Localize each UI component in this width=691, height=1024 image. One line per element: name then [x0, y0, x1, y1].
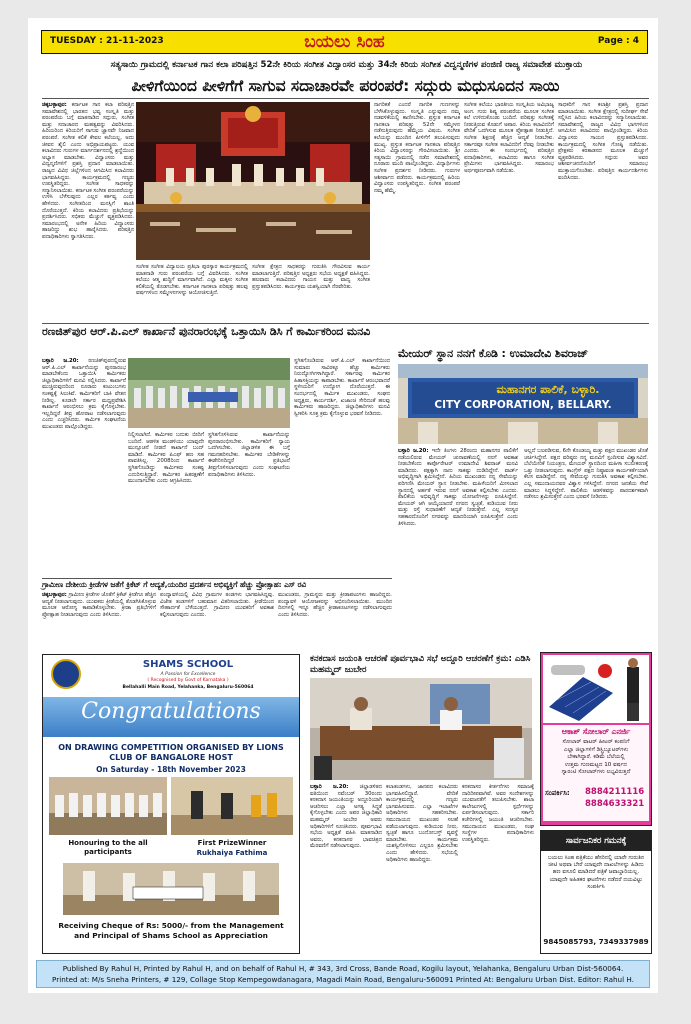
page-number: Page : 4: [597, 36, 639, 46]
cheque-caption: Receiving Cheque of Rs: 5000/- from the Management and Principal of Shams School as Appreciation: [58, 921, 284, 940]
lead-column-5: ಸಂಗೀತ ಕಲೆಯು ಭಾರತೀಯ ಸಂಸ್ಕೃತಿಯ ಅವಿಭಾಜ್ಯ ಅಂಗ. ಗುರು ಶಿಷ್ಯ ಪರಂಪರೆಯ ಮೂಲಕ ಸಂಗೀತ ಕಲೆ ಉಳಿದುಕೊಂಡು ಬಂದಿದೆ. ಪರಿಷತ್ತು ಸಂಗೀತಕ್ಕೆ ನೀಡುತ್ತಿರುವ ಕೊಡುಗೆ ಅಪಾರ. ಕಿರಿಯ ಕಲಾವಿದರಿಗೆ ವೇದಿಕೆ ಒದಗಿಸುವ ಮೂಲಕ ಪ್ರೋತ್ಸಾಹ ನೀಡುತ್ತಿದೆ. ಸಂಗೀತ ಶಿಕ್ಷಣಕ್ಕೆ ಹೆಚ್ಚಿನ ಆದ್ಯತೆ ನೀಡಬೇಕು. ಸರ್ಕಾರವೂ ಸಂಗೀತ ಕಲಾವಿದರಿಗೆ ನೆರವು ನೀಡಬೇಕು ಎಂದರು. ಈ ಸಂದರ್ಭದಲ್ಲಿ ಪರಿಷತ್ತಿನ ಪದಾಧಿಕಾರಿಗಳು, ಕಲಾವಿದರು ಹಾಗೂ ಸಂಗೀತ ಪ್ರೇಮಿಗಳು ಭಾಗವಹಿಸಿದ್ದರು. ಸಮಾರಂಭ ಅರ್ಥಪೂರ್ಣವಾಗಿ ನಡೆಯಿತು.: [464, 102, 554, 174]
competition-title: ON DRAWING COMPETITION ORGANISED BY LIONS CLUB OF BANGALORE HOST: [58, 743, 284, 762]
solar-line-3: ಬೇಕಾಗಿದ್ದಾರೆ. ಕಡಿಮೆ ಬೆಲೆಯಲ್ಲಿ: [567, 754, 625, 761]
newspaper-title: ಬಯಲು ಸಿಂಹ: [304, 32, 385, 52]
school-name: SHAMS SCHOOL: [142, 659, 234, 670]
participants-photo: [49, 777, 167, 835]
lead-column-4: ನಾಗರಿಕತೆ ಎಂದರೆ ನಾಗರಿಕ ಗುಣಗಳನ್ನು ಬೆಳೆಸಿಕೊಳ್ಳುವುದು. ಸಂಸ್ಕೃತಿ ಎನ್ನುವುದು ನಮ್ಮ ನಡವಳಿಕೆಯಲ್ಲಿ ಕಾಣಿಸಬೇಕು. ಪ್ರಸ್ತುತ ಕರ್ನಾಟಕ ಗಾನಕಲಾ ಪರಿಷತ್ತು 52ನೇ ಸಮ್ಮೇಳನ ನಡೆಸುತ್ತಿರುವುದು ಹೆಮ್ಮೆಯ ವಿಷಯ. ಸಂಗೀತ ಕಲೆಯನ್ನು ಮುಂದಿನ ಪೀಳಿಗೆಗೆ ತಲುಪಿಸುವುದು ಮುಖ್ಯ. ಪ್ರಸ್ತುತ ಕರ್ನಾಟಕ ಗಾನಕಲಾ ಪರಿಷತ್ತಿನ ಕಿರಿಯ ವಿದ್ವಾಂಸರನ್ನು ಗೌರವಿಸಲಾಯಿತು. ಶ್ರೀ ಸತ್ಯಸಾಯಿ ಗ್ರಾಮದಲ್ಲಿ ನಡೆದ ಸಮಾವೇಶದಲ್ಲಿ ನೂರಾರು ಮಂದಿ ಪಾಲ್ಗೊಂಡಿದ್ದರು. ವಿದ್ಯಾರ್ಥಿಗಳು ಸಂಗೀತ ಪ್ರದರ್ಶನ ನೀಡಿದರು. ಗುರುಗಳ ಆಶೀರ್ವಾದ ಪಡೆದರು. ಕಾರ್ಯಕ್ರಮದಲ್ಲಿ ಹಿರಿಯ ವಿದ್ವಾಂಸರು ಉಪಸ್ಥಿತರಿದ್ದರು. ಸಂಗೀತ ಪರಂಪರೆ ನಮ್ಮ ಹೆಮ್ಮೆ.: [374, 102, 460, 194]
solar-line-4: ಉತ್ತಮ ಗುಣಮಟ್ಟದ 10 ವರ್ಷದ: [564, 761, 628, 768]
story3-dateline: ಬಳ್ಳಾರಿ ಜ.20:: [398, 448, 429, 454]
story2-column-1: ಬಳ್ಳಾರಿ ಜ.20: ರಣಜಿತ್‌ಪುರದಲ್ಲಿರುವ ಆರ್.ಪಿ.ಎಲ್ ಕಾರ್ಖಾನೆಯನ್ನು ಪುನರಾರಂಭ ಮಾಡಬೇಕೆಂದು ಒತ್ತಾಯಿಸಿ ಕಾರ್ಮಿಕರು ಜಿಲ್ಲಾಧಿಕಾರಿಗಳಿಗೆ ಮನವಿ ಸಲ್ಲಿಸಿದರು. ಕಾರ್ಖಾನೆ ಮುಚ್ಚಿರುವುದರಿಂದ ನೂರಾರು ಕುಟುಂಬಗಳು ಸಂಕಷ್ಟಕ್ಕೆ ಸಿಲುಕಿವೆ. ಕಾರ್ಮಿಕರಿಗೆ ಬಾಕಿ ವೇತನ ನೀಡಿಲ್ಲ. ಕೂಡಲೇ ಸರ್ಕಾರ ಮಧ್ಯಪ್ರವೇಶಿಸಿ ಕಾರ್ಖಾನೆ ಆರಂಭಿಸಲು ಕ್ರಮ ಕೈಗೊಳ್ಳಬೇಕು. ಇಲ್ಲದಿದ್ದರೆ ತೀವ್ರ ಹೋರಾಟ ನಡೆಸಲಾಗುವುದು ಎಂದು ಎಚ್ಚರಿಸಿದರು. ಕಾರ್ಮಿಕ ಸಂಘಟನೆಯ ಮುಖಂಡರು ಪಾಲ್ಗೊಂಡಿದ್ದರು.: [42, 358, 126, 430]
issue-date: TUESDAY : 21-11-2023: [50, 36, 164, 46]
story5-headline: ಕನಕದಾಸ ಜಯಂತಿ ಆಚರಣೆ ಪೂರ್ವಭಾವಿ ಸಭೆ ಅದ್ದೂರಿ ಆಚರಣೆಗೆ ಕ್ರಮ: ಎಡಿಸಿ ಮಹಮ್ಮದ್ ಜುಬೇರ: [310, 654, 531, 675]
solar-line-2: ಎಲ್ಲಾ ಜಿಲ್ಲಾಗಳಿಗೆ ಡಿಸ್ಟ್ರಿಬ್ಯೂಟರ್‌ಗಳು: [563, 746, 629, 753]
solar-contact-label: ಸಂಪರ್ಕಿಸಿ:: [545, 789, 570, 797]
competition-date: On Saturday - 18th November 2023: [96, 765, 246, 774]
story3-headline: ಮೇಯರ್ ಸ್ಥಾನ ನನಗೆ ಕೊಡಿ : ಉಮಾದೇವಿ ಶಿವರಾಜ್: [398, 347, 589, 360]
lead-column-1: ಚಿಕ್ಕಬಳ್ಳಾಪುರ: ಕರ್ನಾಟಕ ಗಾನ ಕಲಾ ಪರಿಷತ್ತಿನ ಸಮಾವೇಶದಲ್ಲಿ ಭಾರತದ ಭವ್ಯ ಸಂಸ್ಕೃತಿ ಮತ್ತು ಪರಂಪರೆಯ ಬಗ್ಗೆ ಮಾತನಾಡಿದ ಸದ್ಗುರು, ಸಂಗೀತ ಮತ್ತು ಸದಾಚಾರದ ಮಹತ್ವವನ್ನು ವಿವರಿಸಿದರು. ಹಿರಿಯರಿಂದ ಕಿರಿಯರಿಗೆ ಸಾಗುವ ಜ್ಞಾನವೇ ನಿಜವಾದ ಪರಂಪರೆ. ಸಂಗೀತ ಕಲಿಕೆ ಕೇವಲ ಕಲೆಯಲ್ಲ, ಅದು ಜೀವನ ಶೈಲಿ ಎಂದು ಅಭಿಪ್ರಾಯಪಟ್ಟರು. ಯುವ ಕಲಾವಿದರು ಗುರುಗಳ ಮಾರ್ಗದರ್ಶನದಲ್ಲಿ ಶ್ರದ್ಧೆಯಿಂದ ಅಭ್ಯಾಸ ಮಾಡಬೇಕು. ವಿದ್ವಾಂಸರು ಮತ್ತು ವಿದ್ವನ್ಮಣಿಗಳಿಗೆ ಪ್ರಶಸ್ತಿ ಪ್ರದಾನ ಮಾಡಲಾಯಿತು. ರಾಜ್ಯದ ವಿವಿಧ ಜಿಲ್ಲೆಗಳಿಂದ ಆಗಮಿಸಿದ ಕಲಾವಿದರು ಭಾಗವಹಿಸಿದ್ದರು. ಕಾರ್ಯಕ್ರಮದಲ್ಲಿ ಗಣ್ಯರು ಉಪಸ್ಥಿತರಿದ್ದರು. ಸಂಗೀತ ಸಾಧಕರನ್ನು ಸನ್ಮಾನಿಸಲಾಯಿತು. ಕರ್ನಾಟಕ ಸಂಗೀತ ಪರಂಪರೆಯನ್ನು ಉಳಿಸಿ ಬೆಳೆಸುವುದು ಎಲ್ಲರ ಕರ್ತವ್ಯ ಎಂದು ಹೇಳಿದರು. ಸಂಗೀತದಿಂದ ಮನಸ್ಸಿಗೆ ಶಾಂತಿ ದೊರೆಯುತ್ತದೆ. ಕಿರಿಯ ಕಲಾವಿದರು ಪ್ರತಿಭೆಯನ್ನು ಪ್ರದರ್ಶಿಸಿದರು. ಸಭಿಕರು ಮೆಚ್ಚುಗೆ ವ್ಯಕ್ತಪಡಿಸಿದರು. ಸಮಾರಂಭದಲ್ಲಿ ಅನೇಕ ಹಿರಿಯ ವಿದ್ವಾಂಸರು ಹಾಜರಿದ್ದು ಶುಭ ಹಾರೈಸಿದರು. ಪರಿಷತ್ತಿನ ಪದಾಧಿಕಾರಿಗಳು ಸ್ವಾಗತಿಸಿದರು.: [42, 102, 134, 240]
story5-column-3: ಕನಕದಾಸರ ಕೀರ್ತನೆಗಳು ಸಮಾಜಕ್ಕೆ ದಾರಿದೀಪವಾಗಿವೆ. ಅವರ ಸಂದೇಶಗಳನ್ನು ಯುವಜನತೆಗೆ ತಲುಪಿಸಬೇಕು. ಶಾಲಾ ಕಾಲೇಜುಗಳಲ್ಲಿ ಸ್ಪರ್ಧೆಗಳನ್ನು ಏರ್ಪಡಿಸಲಾಗುವುದು. ಸರ್ಕಾರಿ ಕಚೇರಿಗಳಲ್ಲಿ ಜಯಂತಿ ಆಚರಿಸಬೇಕು. ಸಮುದಾಯದ ಮುಖಂಡರು, ಸಂಘ ಸಂಸ್ಥೆಗಳ ಪದಾಧಿಕಾರಿಗಳು ಉಪಸ್ಥಿತರಿದ್ದರು.: [462, 784, 534, 843]
imprint-footer: [36, 960, 650, 988]
congratulations-banner: Congratulations: [81, 699, 261, 724]
masthead: [41, 30, 648, 54]
city-sign-english: CITY CORPORATION, BELLARY.: [434, 399, 612, 411]
story3-column-1: ಬಳ್ಳಾರಿ ಜ.20: ಇದೇ ತಿಂಗಳು 28ರಂದು ಮಹಾನಗರ ಪಾಲಿಕೆಗೆ ನಡೆಯಲಿರುವ ಮೇಯರ್ ಚುನಾವಣೆಯಲ್ಲಿ ನನಗೆ ಅವಕಾಶ ನೀಡಬೇಕೆಂದು ಕಾರ್ಪೊರೇಟರ್ ಉಮಾದೇವಿ ಶಿವರಾಜ್ ಮನವಿ ಮಾಡಿದರು. ಪಕ್ಷಕ್ಕಾಗಿ ನಾನು ಸಾಕಷ್ಟು ದುಡಿದಿದ್ದೇನೆ. ವಾರ್ಡ್ ಅಭಿವೃದ್ಧಿಗಾಗಿ ಶ್ರಮಿಸಿದ್ದೇನೆ. ಹಿರಿಯ ಮುಖಂಡರು ನನ್ನ ಸೇವೆಯನ್ನು ಪರಿಗಣಿಸಿ ಮೇಯರ್ ಸ್ಥಾನ ನೀಡಬೇಕು. ಮಹಿಳೆಯರಿಗೆ ಮೀಸಲಾದ ಸ್ಥಾನದಲ್ಲಿ ಅರ್ಹತೆ ಇರುವ ನನಗೆ ಅವಕಾಶ ಕಲ್ಪಿಸಬೇಕು ಎಂದರು. ಪಾಲಿಕೆಯ ಅಭಿವೃದ್ಧಿಗೆ ಸಾಕಷ್ಟು ಯೋಜನೆಗಳನ್ನು ರೂಪಿಸಿದ್ದೇನೆ. ಮೇಯರ್ ಆಗಿ ಆಯ್ಕೆಯಾದರೆ ನಗರದ ಸ್ವಚ್ಛತೆ, ಕುಡಿಯುವ ನೀರು ಮತ್ತು ರಸ್ತೆ ಸುಧಾರಣೆಗೆ ಆದ್ಯತೆ ನೀಡುತ್ತೇನೆ. ಎಲ್ಲ ಸದಸ್ಯರ ಸಹಕಾರದೊಂದಿಗೆ ನಗರವನ್ನು ಮಾದರಿಯಾಗಿ ರೂಪಿಸುತ್ತೇನೆ ಎಂದು ತಿಳಿಸಿದರು.: [398, 448, 518, 527]
lead-column-2: ಸಂಗೀತ ಸಂಗೀತ ವಿದ್ಯಾಲಯ ಪ್ರತಿಭಾ ಪುರಸ್ಕಾರ ಕಾರ್ಯಕ್ರಮದಲ್ಲಿ ಮಾತನಾಡಿ ಗುರು ಪರಂಪರೆಯ ಬಗ್ಗೆ ವಿವರಿಸಿದರು. ಸಂಗೀತ ಕಲೆಯು ಆತ್ಮ ಶುದ್ಧಿಗೆ ಮಾರ್ಗವಾಗಿದೆ. ಎಲ್ಲಾ ಮಕ್ಕಳು ಸಂಗೀತ ಕಲಿಕೆಯಲ್ಲಿ ತೊಡಗಬೇಕು. ಕರ್ನಾಟಕ ಗಾನಕಲಾ ಪರಿಷತ್ತು ಹಲವು ವರ್ಷಗಳಿಂದ ಸಮ್ಮೇಳನಗಳನ್ನು ಆಯೋಜಿಸುತ್ತಿದೆ.: [136, 264, 248, 297]
story2-column-3: ಸ್ಥಗಿತಗೊಳಿಸಿರುವ ಕಾರ್ಖಾನೆಯನ್ನು ಪುನರಾರಂಭಿಸಬೇಕು. ಕಾರ್ಮಿಕರಿಗೆ ನ್ಯಾಯ ಒದಗಿಸಬೇಕು. ಜಿಲ್ಲಾಡಳಿತ ಈ ಬಗ್ಗೆ ಗಮನಹರಿಸಬೇಕು. ಕಾರ್ಮಿಕರ ಬೇಡಿಕೆಗಳನ್ನು ಈಡೇರಿಸದಿದ್ದರೆ ಪ್ರತಿಭಟನೆ ತೀವ್ರಗೊಳಿಸಲಾಗುವುದು ಎಂದು ಸಂಘಟನೆಯ ಪದಾಧಿಕಾರಿಗಳು ತಿಳಿಸಿದರು.: [208, 432, 290, 478]
story4-column-1: ಚಿಕ್ಕಬಳ್ಳಾಪುರ: ಗ್ರಾಮೀಣ ಕ್ರೀಡೆಗಳ ಜೊತೆಗೆ ಕ್ರಿಕೆಟ್ ಕ್ರೀಡೆಗೂ ಹೆಚ್ಚಿನ ಆದ್ಯತೆ ನೀಡಲಾಗುವುದು. ಯುವಕರು ಕ್ರೀಡೆಯಲ್ಲಿ ತೊಡಗಿಸಿಕೊಳ್ಳುವ ಮೂಲಕ ಆರೋಗ್ಯ ಕಾಪಾಡಿಕೊಳ್ಳಬೇಕು. ಕ್ರೀಡಾ ಪ್ರತಿಭೆಗಳಿಗೆ ಪ್ರೋತ್ಸಾಹ ನೀಡಲಾಗುವುದು ಎಂದು ತಿಳಿಸಿದರು.: [42, 592, 156, 618]
solar-ad: [540, 652, 652, 826]
story5-dateline: ಬಳ್ಳಾರಿ ಜ.20:: [310, 784, 349, 790]
story5-column-2: ಕಲಾತಂಡಗಳು, ಜಾನಪದ ಕಲಾವಿದರು ಭಾಗವಹಿಸಲಿದ್ದಾರೆ. ವೇದಿಕೆ ಕಾರ್ಯಕ್ರಮದಲ್ಲಿ ಗಣ್ಯರು ಭಾಗವಹಿಸುವರು. ಎಲ್ಲಾ ಇಲಾಖೆಗಳ ಅಧಿಕಾರಿಗಳು ಸಹಕರಿಸಬೇಕು. ಸಮುದಾಯದ ಮುಖಂಡರ ಸಲಹೆ ಪಡೆಯಲಾಗುವುದು. ಕುಡಿಯುವ ನೀರು, ಸ್ವಚ್ಛತೆ ಹಾಗೂ ಬಂದೋಬಸ್ತ್ ವ್ಯವಸ್ಥೆ ಮಾಡಬೇಕು. ಕಾರ್ಯಕ್ರಮ ಯಶಸ್ವಿಗೊಳಿಸಲು ಎಲ್ಲರೂ ಶ್ರಮಿಸಬೇಕು ಎಂದು ಹೇಳಿದರು. ಸಭೆಯಲ್ಲಿ ಅಧಿಕಾರಿಗಳು ಹಾಜರಿದ್ದರು.: [386, 784, 458, 863]
public-notice-ad: [540, 830, 652, 954]
school-tagline: A Passion for Excellence: [160, 672, 216, 677]
solar-line-1: ಸೋಲಾರ್ ವಾಟರ್ ಹೀಟರ್ ಕಂಪನಿಗೆ: [562, 739, 630, 745]
imprint-line-1: Published By Rahul H, Printed by Rahul H, and on behalf of Rahul H, # 343, 3rd Cross, Bande Road, Kogilu layout, Yelahanka, Bengaluru Urban Dist-560064.: [62, 964, 624, 973]
workers-protest-photo: [128, 358, 290, 428]
city-sign-kannada: ಮಹಾನಗರ ಪಾಲಿಕೆ, ಬಳ್ಳಾರಿ.: [496, 383, 600, 396]
notice-title: ಸಾರ್ವಜನಿಕರ ಗಮನಕ್ಕೆ: [565, 835, 627, 845]
solar-phone-1: 8884211116: [585, 787, 645, 797]
school-recognition: ( Recognised by Govt of Karnataka ): [147, 678, 229, 683]
story2-column-4: ಸ್ಥಗಿತಗೊಂಡಿರುವ ಆರ್.ಪಿ.ಎಲ್ ಕಾರ್ಖಾನೆಯಿಂದ ಸುಮಾರು ಸಾವಿರಕ್ಕೂ ಹೆಚ್ಚು ಕಾರ್ಮಿಕರು ನಿರುದ್ಯೋಗಿಗಳಾಗಿದ್ದಾರೆ. ಸರ್ಕಾರವು ಕಾರ್ಮಿಕರ ಹಿತಾಸಕ್ತಿಯನ್ನು ಕಾಪಾಡಬೇಕು. ಕಾರ್ಖಾನೆ ಆರಂಭವಾದರೆ ಸ್ಥಳೀಯರಿಗೆ ಉದ್ಯೋಗ ದೊರೆಯುತ್ತದೆ. ಈ ಸಂದರ್ಭದಲ್ಲಿ ಕಾರ್ಮಿಕ ಮುಖಂಡರು, ಸಂಘದ ಅಧ್ಯಕ್ಷರು, ಕಾರ್ಯದರ್ಶಿ, ಖಜಾಂಚಿ ಸೇರಿದಂತೆ ಹಲವು ಕಾರ್ಮಿಕರು ಹಾಜರಿದ್ದರು. ಜಿಲ್ಲಾಧಿಕಾರಿಗಳು ಮನವಿ ಸ್ವೀಕರಿಸಿ ಸೂಕ್ತ ಕ್ರಮ ಕೈಗೊಳ್ಳುವ ಭರವಸೆ ನೀಡಿದರು.: [294, 358, 390, 417]
notice-body: ಬಯಲು ಸಿಂಹ ಪತ್ರಿಕೆಯು ಹೆಸರಿನಲ್ಲಿ ಯಾರೇ ಗುರುತಿನ ಚೀಟಿ ಅಥವಾ ಬೇರೆ ಯಾವುದೇ ದಾಖಲೆಗಳನ್ನು ಹಿಡಿದು ಹಣ ವಸೂಲಿ ಮಾಡಿದರೆ ಪತ್ರಿಕೆ ಜವಾಬ್ದಾರಿಯಲ್ಲ. ಯಾವುದೇ ಅಹಿತಕರ ಘಟನೆಗಳು ನಡೆದರೆ ದಯವಿಟ್ಟು ಸಂಪರ್ಕಿಸಿ: [547, 855, 645, 890]
lead-column-3: ಸಂಗೀತ ಕ್ಷೇತ್ರದ ಸಾಧಕರನ್ನು ಗುರುತಿಸಿ ಗೌರವಿಸುವ ಕಾರ್ಯ ಮಾಡಲಾಗುತ್ತಿದೆ. ಪರಿಷತ್ತಿನ ಅಧ್ಯಕ್ಷರು ಸಭೆಯ ಅಧ್ಯಕ್ಷತೆ ವಹಿಸಿದ್ದರು. ಹಲವಾರು ಕಲಾವಿದರು ಗಾಯನ ಮತ್ತು ವಾದ್ಯ ಸಂಗೀತ ಪ್ರಸ್ತುತಪಡಿಸಿದರು. ಕಾರ್ಯಕ್ರಮ ಯಶಸ್ವಿಯಾಗಿ ನೆರವೇರಿತು.: [252, 264, 370, 290]
winner-name: Rukhaiya Fathima: [196, 849, 268, 857]
lead-headline: ಪೀಳಿಗೆಯಿಂದ ಪೀಳಿಗೆಗೆ ಸಾಗುವ ಸದಾಚಾರವೇ ಪರಂಪರೆ: ಸದ್ಗುರು ಮಧುಸೂದನ ಸಾಯಿ: [131, 77, 560, 95]
story4-dateline: ಚಿಕ್ಕಬಳ್ಳಾಪುರ:: [42, 592, 67, 598]
participants-caption: Honouring to the all participants: [68, 839, 148, 856]
lead-dateline: ಚಿಕ್ಕಬಳ್ಳಾಪುರ:: [42, 102, 67, 108]
newspaper-page: [28, 18, 658, 993]
story2-headline: ರಣಜಿತ್‌ಪುರ ಆರ್.ಪಿ.ಎಲ್ ಕಾರ್ಖಾನೆ ಪುನರಾರಂಭಕ್ಕೆ ಒತ್ತಾಯಿಸಿ ಡಿಸಿ ಗೆ ಕಾರ್ಮಿಕರಿಂದ ಮನವಿ: [42, 325, 371, 338]
cheque-photo: [63, 863, 279, 915]
notice-phones: 9845085793, 7349337989: [543, 937, 649, 946]
imprint-line-2: Printed at: M/s Sneha Printers, # 129, Collage Stop Kempegowdanagara, Magadi Main Road, Bengaluru-560091 Printed At: Bengaluru Urban Dist. Editor: Rahul H.: [52, 975, 634, 984]
solar-copy: [543, 739, 649, 777]
story3-column-2: ಅಲ್ಲದೆ ಬಲಪಡಿಸುವ, 6ನೇ ಕೊಂಡಯ್ಯ ಮತ್ತು ಪಕ್ಷದ ಮುಖಂಡರ ಜೊತೆ ಚರ್ಚಿಸಿದ್ದೇನೆ. ಪಕ್ಷದ ವರಿಷ್ಠರು ನನ್ನ ಮನವಿಗೆ ಸ್ಪಂದಿಸುವ ವಿಶ್ವಾಸವಿದೆ. ಬೆಲೆಯೇರಿಕೆ ನಿಯಂತ್ರಣ, ಮೇಯರ್ ಸ್ಥಾನದಿಂದ ಮಹಿಳಾ ಸಬಲೀಕರಣಕ್ಕೆ ಒತ್ತು ನೀಡಲಾಗುವುದು. ಕಾಂಗ್ರೆಸ್ ಪಕ್ಷದ ನಿಷ್ಠಾವಂತ ಕಾರ್ಯಕರ್ತೆಯಾಗಿ ಕೆಲಸ ಮಾಡಿದ್ದೇನೆ. ನನ್ನ ಸೇವೆಯನ್ನು ಗುರುತಿಸಿ ಅವಕಾಶ ಕಲ್ಪಿಸಬೇಕು. ಎಲ್ಲ ಸಮುದಾಯದವರ ವಿಶ್ವಾಸ ಗಳಿಸಿದ್ದೇನೆ. ನಗರದ ಜನತೆಯ ಸೇವೆ ಮಾಡಲು ಸಿದ್ಧಳಿದ್ದೇನೆ. ಪಾಲಿಕೆಯ ಆಡಳಿತವನ್ನು ಪಾರದರ್ಶಕವಾಗಿ ನಡೆಸಲು ಶ್ರಮಿಸುತ್ತೇನೆ ಎಂದು ಭರವಸೆ ನೀಡಿದರು.: [524, 448, 648, 501]
stage-event-photo: [136, 102, 370, 260]
solar-line-5: ಗ್ಯಾರಂಟಿ ಸೋಲಾರ್‌ಗಳು ಲಭ್ಯವಿರುತ್ತದೆ: [561, 769, 631, 776]
solar-phone-2: 8884633321: [585, 799, 645, 809]
lead-kicker: ಸತ್ಯಸಾಯಿ ಗ್ರಾಮದಲ್ಲಿ ಕರ್ನಾಟಕ ಗಾನ ಕಲಾ ಪರಿಷತ್ತಿನ 52ನೇ ಕಿರಿಯ ಸಂಗೀತ ವಿದ್ವಾಂಸರ ಮತ್ತು 34ನೇ ಕಿರಿಯ ಸಂಗೀತ ವಿದ್ವನ್ಮಣಿಗಳ ಪಂಜಿಣಿ ರಾಜ್ಯ ಸಮಾವೇಶ ಮುಕ್ತಾಯ: [110, 60, 583, 70]
story4-headline: ಗ್ರಾಮೀಣ ದೇಶೀಯ ಕ್ರೀಡೆಗಳ ಜತೆಗೆ ಕ್ರಿಕೆಟ್ ಗೆ ಆದ್ಯತೆ,ಯಂದಿರ ಪ್ರದರ್ಶನ ಅಭಿವ್ಯಕ್ತಿಗೆ ಹೆಚ್ಚು ಪ್ರೋತ್ಸಾಹ: ಎಸ್ ರವಿ: [42, 580, 307, 589]
solar-brand: ಆಕಾಶ್ ಸೋಲಾರ್ ಎನರ್ಜಿ: [561, 727, 631, 736]
shams-school-ad: [42, 654, 300, 954]
story4-column-2: ಪಂದ್ಯಾವಳಿಯಲ್ಲಿ ವಿವಿಧ ಗ್ರಾಮಗಳ ತಂಡಗಳು ಭಾಗವಹಿಸಿದ್ದವು. ವಿಜೇತ ತಂಡಗಳಿಗೆ ಬಹುಮಾನ ವಿತರಿಸಲಾಯಿತು. ಕ್ರೀಡೆಯಿಂದ ಸೌಹಾರ್ದತೆ ಬೆಳೆಯುತ್ತದೆ. ಗ್ರಾಮೀಣ ಯುವಕರಿಗೆ ಅವಕಾಶ ಕಲ್ಪಿಸಲಾಗುವುದು ಎಂದರು.: [160, 592, 274, 618]
story2-dateline: ಬಳ್ಳಾರಿ ಜ.20:: [42, 358, 79, 364]
solar-panel-image: [543, 655, 649, 723]
city-corporation-photo: [398, 364, 648, 444]
lead-column-6: ಸಾಧಕರಿಗೆ ಗಾನ ಕಲಾಶ್ರೀ ಪ್ರಶಸ್ತಿ ಪ್ರದಾನ ಮಾಡಲಾಯಿತು. ಸಂಗೀತ ಕ್ಷೇತ್ರದಲ್ಲಿ ಸುದೀರ್ಘ ಸೇವೆ ಸಲ್ಲಿಸಿದ ಹಿರಿಯ ಕಲಾವಿದರನ್ನು ಸನ್ಮಾನಿಸಲಾಯಿತು. ಸಮಾವೇಶದಲ್ಲಿ ರಾಜ್ಯದ ವಿವಿಧ ಭಾಗಗಳಿಂದ ಆಗಮಿಸಿದ ಕಲಾವಿದರು ಪಾಲ್ಗೊಂಡಿದ್ದರು. ಕಿರಿಯ ವಿದ್ವಾಂಸರು ಗಾಯನ ಪ್ರಸ್ತುತಪಡಿಸಿದರು. ಕಾರ್ಯಕ್ರಮದಲ್ಲಿ ಸಂಗೀತ ಗೋಷ್ಠಿ ನಡೆಯಿತು. ಪ್ರೇಕ್ಷಕರು ಕರತಾಡನದ ಮೂಲಕ ಮೆಚ್ಚುಗೆ ವ್ಯಕ್ತಪಡಿಸಿದರು. ಸದ್ಗುರು ಅವರ ಆಶೀರ್ವಚನದೊಂದಿಗೆ ಸಮಾರಂಭ ಮುಕ್ತಾಯಗೊಂಡಿತು. ಪರಿಷತ್ತಿನ ಕಾರ್ಯದರ್ಶಿಗಳು ವಂದಿಸಿದರು.: [558, 102, 648, 181]
story2-column-2: ನಿಲ್ಲಿಸಲಾಗಿದೆ. ಕಾರ್ಮಿಕರ ಬದುಕು ಬೀದಿಗೆ ಬಂದಿದೆ. ಆಡಳಿತ ಮಂಡಳಿಯು ಯಾವುದೇ ಮುನ್ಸೂಚನೆ ನೀಡದೆ ಕಾರ್ಖಾನೆ ಬಂದ್ ಮಾಡಿದೆ. ಕಾರ್ಮಿಕರ ಪಿಎಫ್ ಹಣ ಸಹ ಪಾವತಿಸಿಲ್ಲ. 2008ರಿಂದ ಕಾರ್ಖಾನೆ ಸ್ಥಗಿತಗೊಂಡಿದ್ದು ಕಾರ್ಮಿಕರು ಸಂಕಷ್ಟ ಎದುರಿಸುತ್ತಿದ್ದಾರೆ. ಕಾರ್ಮಿಕರ ಹಿತರಕ್ಷಣೆಗೆ ಮುಂದಾಗಬೇಕು ಎಂದು ಆಗ್ರಹಿಸಿದರು.: [128, 432, 204, 485]
story5-column-1: ಬಳ್ಳಾರಿ ಜ.20: ಜಿಲ್ಲಾಡಳಿತದ ವತಿಯಿಂದ ನವೆಂಬರ್ 30ರಂದು ಕನಕದಾಸ ಜಯಂತಿಯನ್ನು ಅದ್ದೂರಿಯಾಗಿ ಆಚರಿಸಲು ಎಲ್ಲಾ ಅಗತ್ಯ ಸಿದ್ಧತೆ ಕೈಗೊಳ್ಳಬೇಕು ಎಂದು ಅಪರ ಜಿಲ್ಲಾಧಿಕಾರಿ ಮಹಮ್ಮದ್ ಜುಬೇರ ಅವರು ಅಧಿಕಾರಿಗಳಿಗೆ ಸೂಚಿಸಿದರು. ಪೂರ್ವಭಾವಿ ಸಭೆಯ ಅಧ್ಯಕ್ಷತೆ ವಹಿಸಿ ಮಾತನಾಡಿದ ಅವರು, ಕನಕದಾಸರ ಭಾವಚಿತ್ರದ ಮೆರವಣಿಗೆ ನಡೆಸಲಾಗುವುದು.: [310, 784, 382, 850]
school-logo: [51, 659, 81, 689]
winner-label: First PrizeWinner: [197, 839, 267, 847]
winner-photo: [171, 777, 293, 835]
meeting-photo: [310, 678, 532, 780]
story4-column-3: ಮುಖಂಡರು, ಗ್ರಾಮಸ್ಥರು ಮತ್ತು ಕ್ರೀಡಾಪಟುಗಳು ಹಾಜರಿದ್ದರು. ಪಂದ್ಯಾವಳಿ ಆಯೋಜಕರನ್ನು ಅಭಿನಂದಿಸಲಾಯಿತು. ಮುಂದಿನ ದಿನಗಳಲ್ಲಿ ಇನ್ನೂ ಹೆಚ್ಚಿನ ಕ್ರೀಡಾಕೂಟಗಳನ್ನು ನಡೆಸಲಾಗುವುದು ಎಂದು ತಿಳಿಸಿದರು.: [278, 592, 392, 618]
school-address: Bellahalli Main Road, Yelahanka, Bengaluru-560064: [122, 685, 254, 690]
